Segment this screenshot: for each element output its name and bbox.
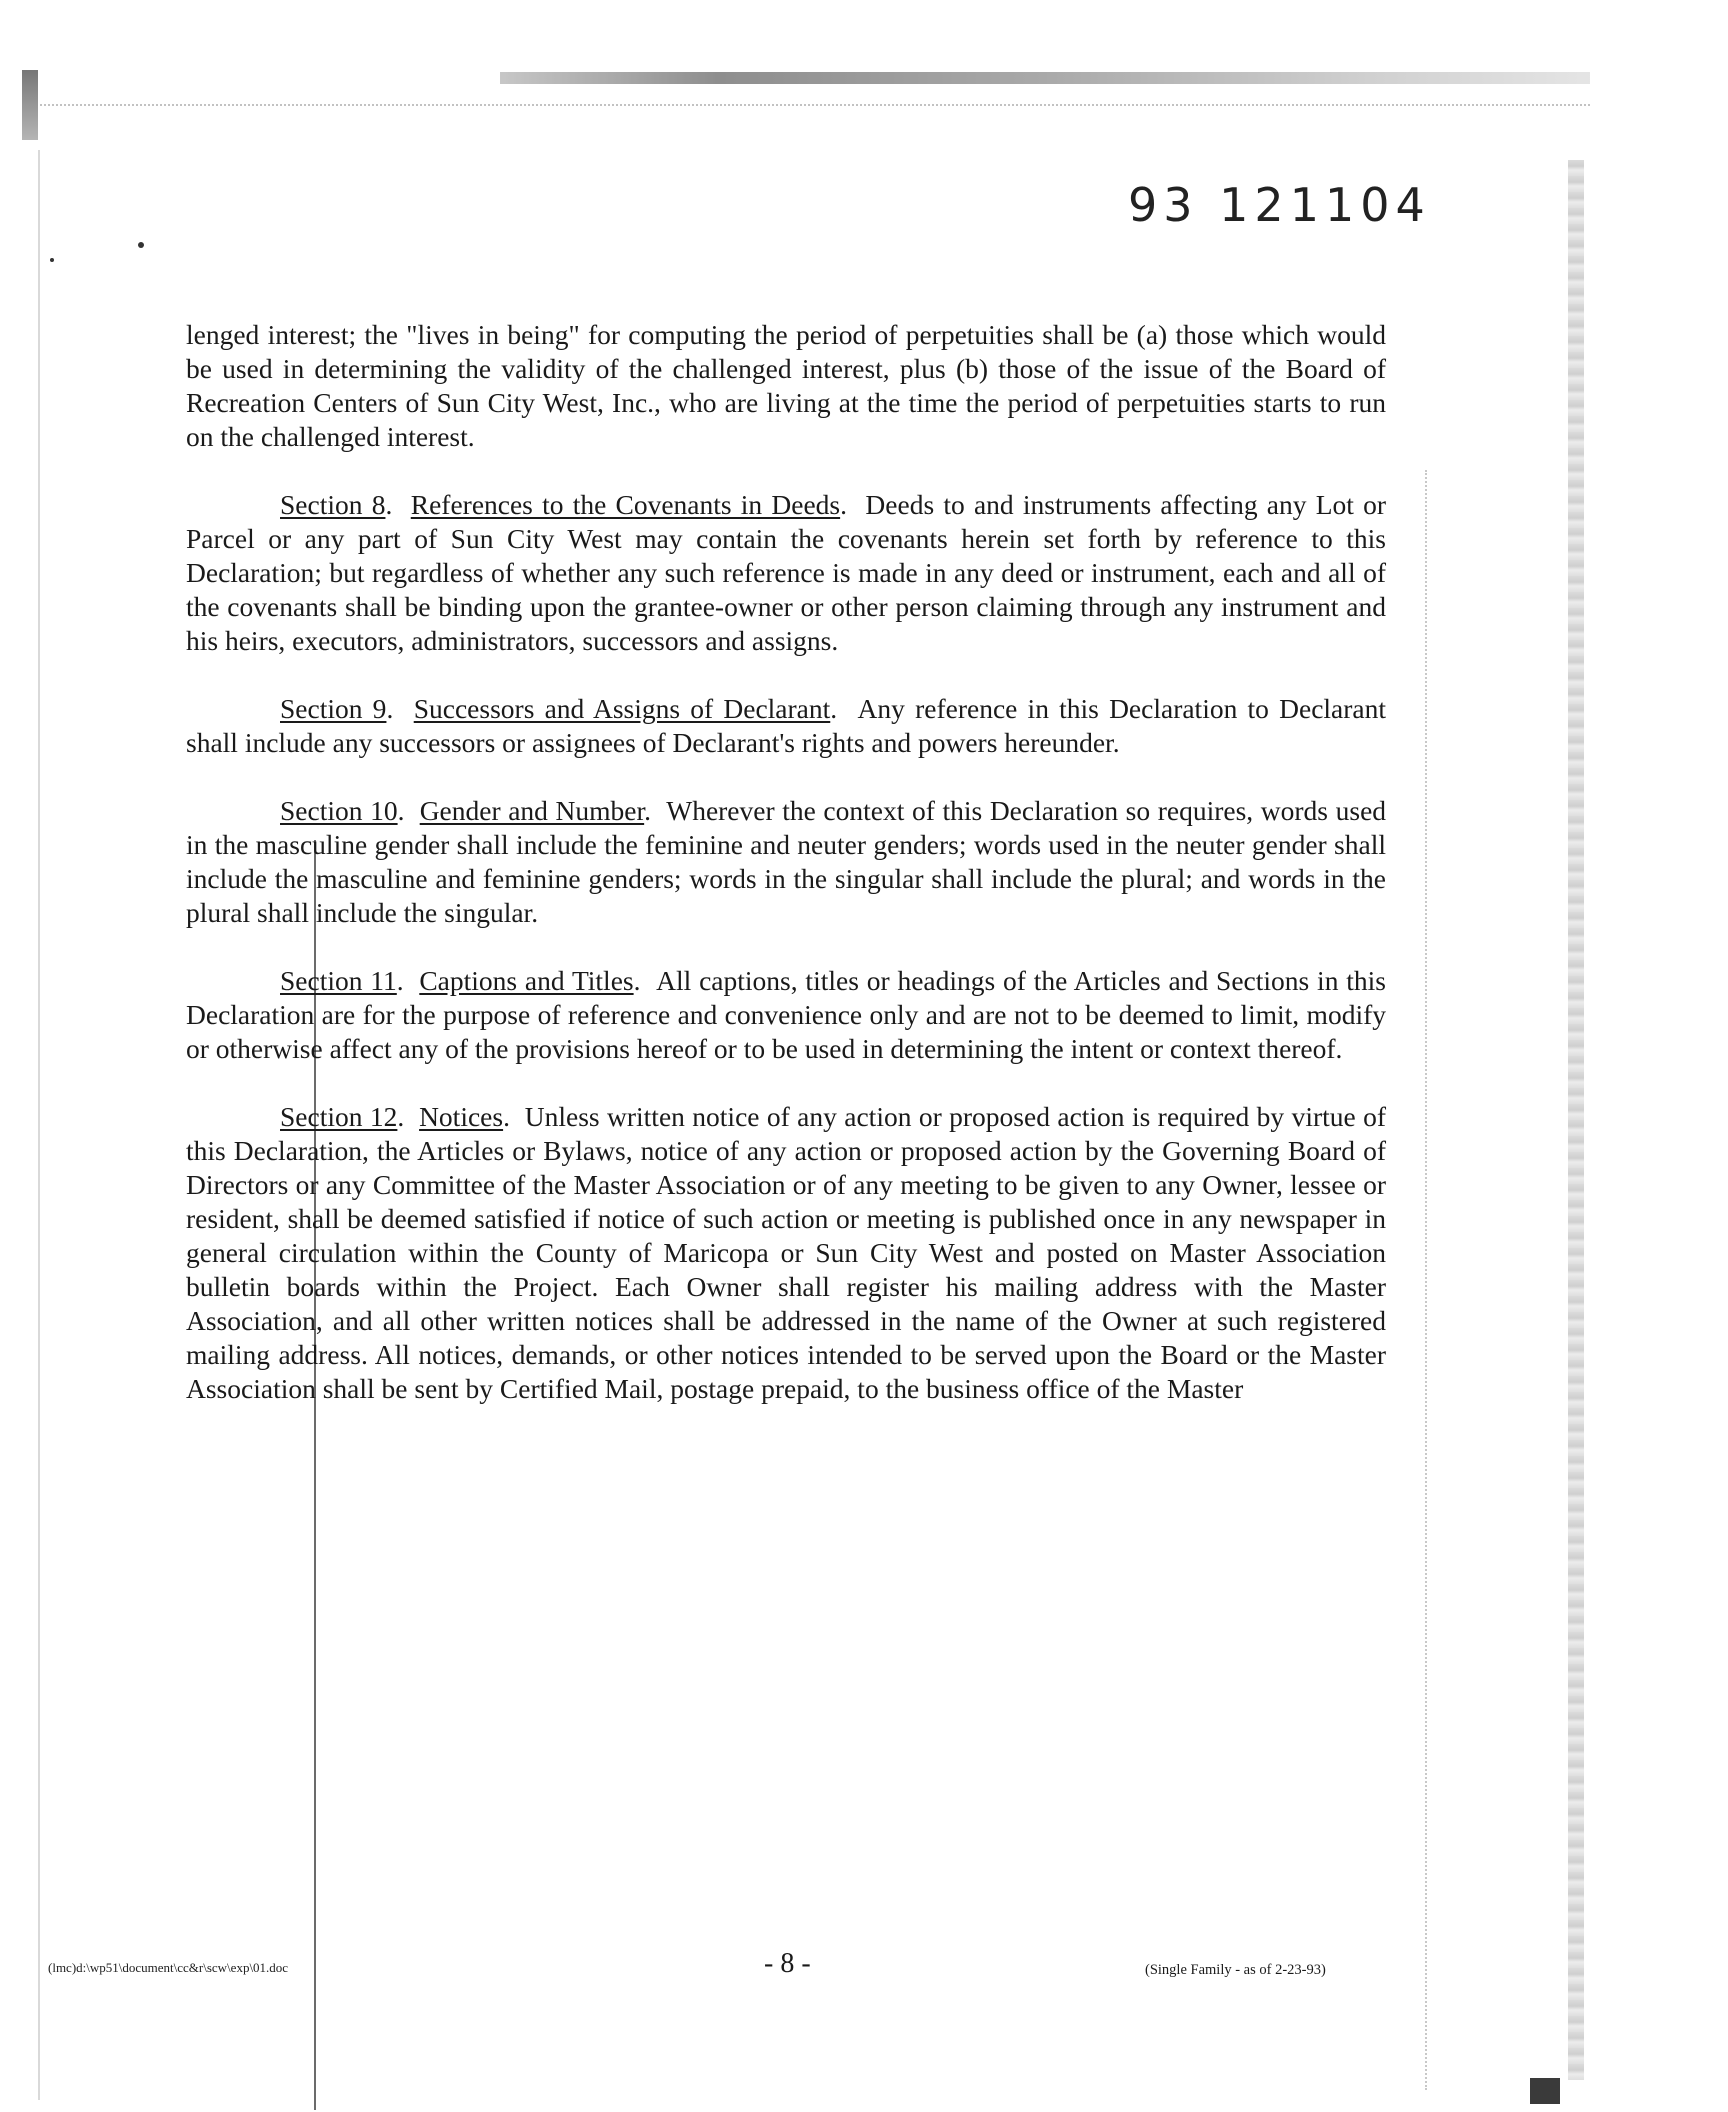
recording-number-stamp: 93 121104 — [1128, 178, 1431, 232]
scan-left-edge — [38, 150, 40, 2100]
section-title: Gender and Number — [419, 795, 645, 826]
scan-dot — [50, 258, 54, 262]
section-number: Section 12 — [280, 1101, 398, 1132]
document-body — [186, 318, 1386, 1440]
footer-revision-note: (Single Family - as of 2-23-93) — [1145, 1962, 1326, 1978]
scan-bottom-mark — [1530, 2078, 1560, 2104]
section-text: All captions, titles or headings of the Articles and Sections in this Declaration are for the purpose of reference and convenience only and are not to be deemed to limit, modify or otherwise affect any of the provisions hereof or to be used in determining the intent or context thereof. — [186, 965, 1386, 1064]
section-number: Section 9 — [280, 693, 387, 724]
section-paragraph: Section 8. References to the Covenants in Deeds. Deeds to and instruments affecting any Lot or Parcel or any part of Sun City West may contain the covenants herein set forth by reference to this Declaration; but regardless of whether any such reference is made in any deed or instrument, each and all of the covenants shall be binding upon the grantee-owner or other person claiming through any instrument and his heirs, executors, administrators, successors and assigns. — [186, 489, 1387, 656]
footer-file-path: (lmc)d:\wp51\document\cc&r\scw\exp\01.doc — [48, 1960, 289, 1975]
scan-top-line — [40, 104, 1590, 107]
section-paragraph: Section 9. Successors and Assigns of Declarant. Any reference in this Declaration to Declarant shall include any successors or assignees of Declarant's rights and powers hereunder. — [186, 693, 1386, 758]
section-number: Section 11 — [280, 965, 397, 996]
section-paragraph: Section 12. Notices. Unless written notice of any action or proposed action is required by virtue of this Declaration, the Articles or Bylaws, notice of any action or proposed action by the Governing Board of Directors or any Committee of the Master Association or of any meeting to be given to any Owner, lessee or resident, shall be deemed satisfied if notice of such action or meeting is published once in any newspaper in general circulation within the County of Maricopa or Sun City West and posted on Master Association bulletin boards within the Project. Each Owner shall register his mailing address with the Master Association, and all other written notices shall be addressed in the name of the Owner at such registered mailing address. All notices, demands, or other notices intended to be served upon the Board or the Master Association shall be sent by Certified Mail, postage prepaid, to the business office of the Master — [186, 1101, 1387, 1404]
section-text: Wherever the context of this Declaration so requires, words used in the masculine gender shall include the feminine and neuter genders; words used in the neuter gender shall include the masculine and feminine genders; words in the singular shall include the plural; and words in the plural shall include the singular. — [186, 795, 1387, 928]
section-paragraph: Section 11. Captions and Titles. All captions, titles or headings of the Articles and Sections in this Declaration are for the purpose of reference and convenience only and are not to be deemed to limit, modify or otherwise affect any of the provisions hereof or to be used in determining the intent or context thereof. — [186, 965, 1386, 1064]
section-text: Deeds to and instruments affecting any Lot or Parcel or any part of Sun City West may contain the covenants herein set forth by reference to this Declaration; but regardless of whether any such reference is made in any deed or instrument, each and all of the covenants shall be binding upon the grantee-owner or other person claiming through any instrument and his heirs, executors, administrators, successors and assigns. — [186, 489, 1387, 656]
section-number: Section 10 — [280, 795, 398, 826]
scan-corner-mark — [22, 70, 38, 140]
footer-page-number: - 8 - — [764, 1948, 811, 1979]
scan-right-edge — [1568, 160, 1584, 2080]
section-paragraph: Section 10. Gender and Number. Wherever the context of this Declaration so requires, words used in the masculine gender shall include the feminine and neuter genders; words used in the neuter gender shall include the masculine and feminine genders; words in the singular shall include the plural; and words in the plural shall include the singular. — [186, 795, 1387, 928]
section-title: Captions and Titles — [419, 965, 634, 996]
intro-paragraph: lenged interest; the "lives in being" for computing the period of perpetuities shall be (a) those which would be used in determining the validity of the challenged interest, plus (b) those of the issue of the Board of Recreation Centers of Sun City West, Inc., who are living at the time the period of perpetuities starts to run on the challenged interest. — [186, 319, 1386, 452]
scan-top-bar — [500, 72, 1590, 84]
section-number: Section 8 — [280, 489, 386, 520]
scan-right-dotted-line — [1425, 470, 1429, 2090]
section-text: Unless written notice of any action or proposed action is required by virtue of this Declaration, the Articles or Bylaws, notice of any action or proposed action by the Governing Board of Directors or any Committee of the Master Association or of any meeting to be given to any Owner, lessee or resident, shall be deemed satisfied if notice of such action or meeting is published once in any newspaper in general circulation within the County of Maricopa or Sun City West and posted on Master Association bulletin boards within the Project. Each Owner shall register his mailing address with the Master Association, and all other written notices shall be addressed in the name of the Owner at such registered mailing address. All notices, demands, or other notices intended to be served upon the Board or the Master Association shall be sent by Certified Mail, postage prepaid, to the business office of the Master — [186, 1101, 1387, 1404]
section-title: Successors and Assigns of Declarant — [413, 693, 831, 724]
scan-dot — [138, 242, 144, 248]
section-title: Notices — [419, 1101, 504, 1132]
section-text: Any reference in this Declaration to Declarant shall include any successors or assignees of Declarant's rights and powers hereunder. — [186, 693, 1386, 758]
section-title: References to the Covenants in Deeds — [410, 489, 841, 520]
